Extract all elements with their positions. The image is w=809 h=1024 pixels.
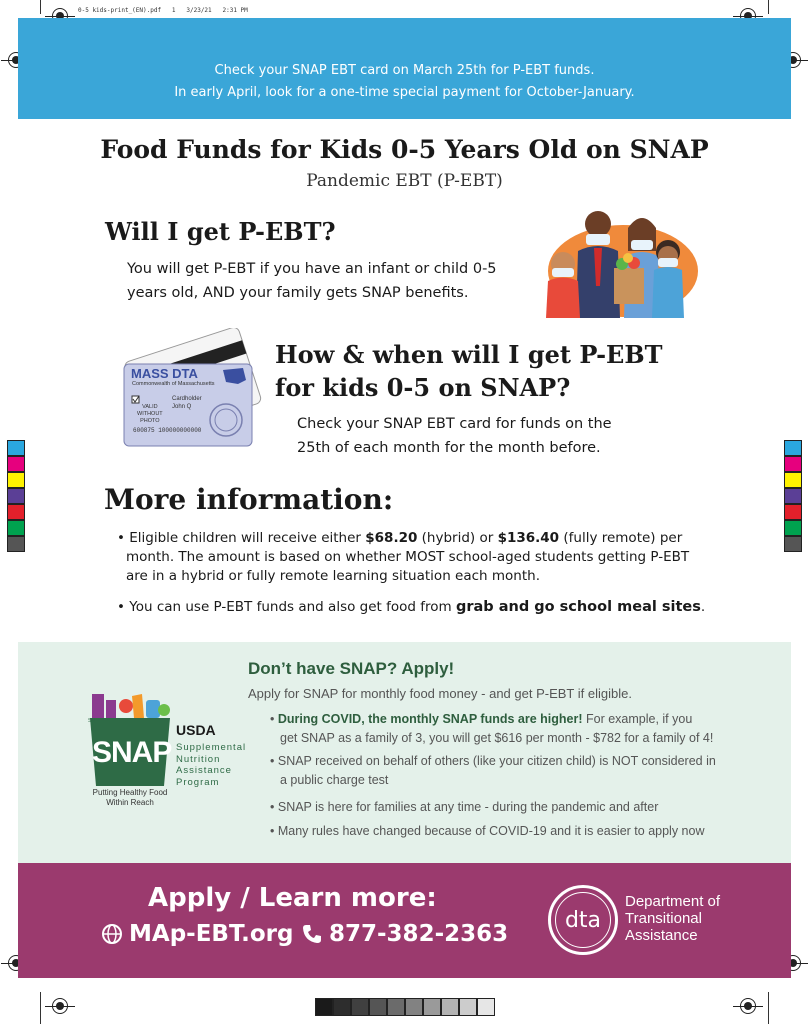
dta-department-name (625, 893, 720, 944)
dta-name-3: Assistance (625, 927, 698, 944)
color-swatch (7, 504, 25, 520)
info-b1-post: (fully remote) per (559, 530, 683, 546)
card-number: 600875 100000000000 (133, 427, 202, 434)
ebt-card-illustration (118, 328, 268, 458)
snap-b1-line-1: • During COVID, the monthly SNAP funds are higher! For example, if you (270, 712, 693, 726)
q2-line-2: 25th of each month for the month before. (297, 440, 601, 456)
snap-logo-p4: Program (176, 776, 220, 788)
snap-b1-bold: During COVID, the monthly SNAP funds are higher! (277, 712, 583, 726)
snap-b3-text: SNAP is here for families at any time - during the pandemic and after (277, 800, 659, 814)
color-bar-right (784, 440, 802, 552)
page-subtitle: Pandemic EBT (P-EBT) (306, 171, 503, 191)
color-swatch (7, 472, 25, 488)
gray-swatch (405, 998, 423, 1016)
heading-more-information: More information: (104, 483, 394, 516)
crop-line (40, 0, 41, 14)
snap-logo-wordmark: SNAP (92, 736, 172, 769)
print-header: 0-5 kids-print_(EN).pdf 1 3/23/21 2:31 PM (78, 7, 248, 14)
snap-subtitle: Apply for SNAP for monthly food money - and get P-EBT if eligible. (248, 686, 632, 701)
snap-logo-p1: Supplemental (176, 742, 247, 753)
dta-name-1: Department of (625, 893, 721, 910)
crop-line (768, 0, 769, 14)
info-bullet-1-line-1: • Eligible children will receive either $68.20 (hybrid) or $136.40 (fully remote) per (117, 530, 683, 546)
color-swatch (7, 520, 25, 536)
gray-swatch (477, 998, 495, 1016)
crop-line (768, 992, 769, 1024)
snap-title: Don’t have SNAP? Apply! (248, 659, 455, 678)
snap-b1-rest: For example, if you (582, 712, 693, 726)
color-swatch (7, 536, 25, 552)
snap-bullet-4: • Many rules have changed because of COVID-19 and it is easier to apply now (270, 824, 705, 838)
heading-how-when-1: How & when will I get P-EBT (275, 340, 663, 369)
card-valid (137, 404, 163, 425)
info-b2-bold: grab and go school meal sites (455, 599, 701, 615)
gray-swatch (333, 998, 351, 1016)
registration-mark (52, 998, 68, 1014)
color-swatch (784, 504, 802, 520)
banner-line-1: Check your SNAP EBT card on March 25th for P-EBT funds. (214, 63, 595, 78)
family-illustration (528, 206, 698, 318)
heading-will-i-get: Will I get P-EBT? (105, 217, 336, 246)
info-b2-pre: You can use P-EBT funds and also get food from (129, 599, 456, 615)
card-valid-2: WITHOUT (137, 411, 163, 417)
color-bar-left (7, 440, 25, 552)
card-holder (172, 395, 202, 411)
snap-bullet-3: • SNAP is here for families at any time - during the pandemic and after (270, 800, 659, 814)
color-swatch (784, 472, 802, 488)
snap-bullet-2 (270, 752, 716, 790)
heading-how-when-2: for kids 0-5 on SNAP? (275, 373, 571, 402)
gray-swatch (459, 998, 477, 1016)
footer (18, 863, 791, 978)
info-bullet-1 (117, 529, 689, 586)
website-text[interactable]: MAp-EBT.org (129, 921, 294, 947)
info-b1-pre: Eligible children will receive either (129, 530, 366, 546)
globe-icon (101, 923, 123, 945)
gray-swatch (423, 998, 441, 1016)
phone-link[interactable] (301, 921, 508, 947)
top-banner (18, 18, 791, 119)
q1-line-1: You will get P-EBT if you have an infant or child 0-5 (127, 261, 497, 277)
heading-how-when (275, 338, 662, 404)
snap-logo-usda: USDA (176, 722, 216, 738)
color-swatch (784, 488, 802, 504)
color-swatch (7, 440, 25, 456)
color-swatch (784, 520, 802, 536)
color-swatch (7, 488, 25, 504)
dta-logo-text: dta (564, 907, 602, 933)
snap-logo-p3: Assistance (176, 765, 232, 776)
gray-swatch (315, 998, 333, 1016)
q1-line-2: years old, AND your family gets SNAP benefits. (127, 285, 469, 301)
color-swatch (784, 536, 802, 552)
info-b1-amount-remote: $136.40 (497, 530, 560, 546)
snap-b2-line-2: a public charge test (280, 773, 389, 787)
gray-swatch (387, 998, 405, 1016)
footer-title: Apply / Learn more: (148, 883, 437, 913)
info-b1-amount-hybrid: $68.20 (365, 530, 418, 546)
q1-text (127, 257, 497, 305)
info-bullet-2: • You can use P-EBT funds and also get food from grab and go school meal sites. (117, 599, 706, 615)
snap-logo-sm: SM (88, 718, 96, 724)
snap-b1-line-2: get SNAP as a family of 3, you will get $616 per month - $782 for a family of 4! (280, 731, 714, 745)
card-commonwealth: Commonwealth of Massachusetts (132, 381, 215, 387)
dta-logo (548, 885, 618, 955)
website-link[interactable] (101, 921, 293, 947)
color-swatch (7, 456, 25, 472)
snap-logo-tagline (80, 788, 180, 808)
phone-text[interactable]: 877-382-2363 (329, 921, 509, 947)
info-b1-mid: (hybrid) or (417, 530, 498, 546)
phone-icon (301, 923, 323, 945)
gray-swatch (351, 998, 369, 1016)
card-holder-name: John Q (172, 404, 192, 410)
snap-b4-text: Many rules have changed because of COVID-19 and it is easier to apply now (277, 824, 705, 838)
snap-b2-text: SNAP received on behalf of others (like your citizen child) is NOT considered in (277, 754, 716, 768)
registration-mark (740, 998, 756, 1014)
q2-text (297, 412, 612, 460)
info-bullet-1-line-2: month. The amount is based on whether MOST school-aged students getting P-EBT (126, 549, 690, 565)
gray-swatch (441, 998, 459, 1016)
gray-swatch (369, 998, 387, 1016)
info-b2-post: . (700, 599, 706, 615)
snap-logo-p2: Nutrition (176, 753, 221, 765)
card-holder-label: Cardholder (172, 396, 202, 402)
card-valid-1: VALID (142, 404, 158, 410)
snap-bullet-1 (270, 710, 713, 748)
card-valid-3: PHOTO (140, 418, 160, 424)
snap-logo-tag-2: Within Reach (106, 798, 154, 807)
snap-logo-tag-1: Putting Healthy Food (92, 788, 168, 797)
crop-line (40, 992, 41, 1024)
q2-line-1: Check your SNAP EBT card for funds on the (297, 416, 612, 432)
dta-name-2: Transitional (625, 910, 702, 927)
color-swatch (784, 456, 802, 472)
info-bullet-1-line-3: are in a hybrid or fully remote learning situation each month. (126, 568, 540, 584)
snap-logo (80, 688, 250, 813)
snap-b2-line-1: • SNAP received on behalf of others (like your citizen child) is NOT considered in (270, 754, 716, 768)
color-swatch (784, 440, 802, 456)
card-brand: MASS DTA (131, 366, 198, 381)
snap-logo-program (176, 742, 246, 788)
banner-line-2: In early April, look for a one-time special payment for October-January. (174, 85, 635, 100)
grayscale-strip (315, 998, 495, 1016)
page-title: Food Funds for Kids 0-5 Years Old on SNAP (100, 135, 709, 164)
